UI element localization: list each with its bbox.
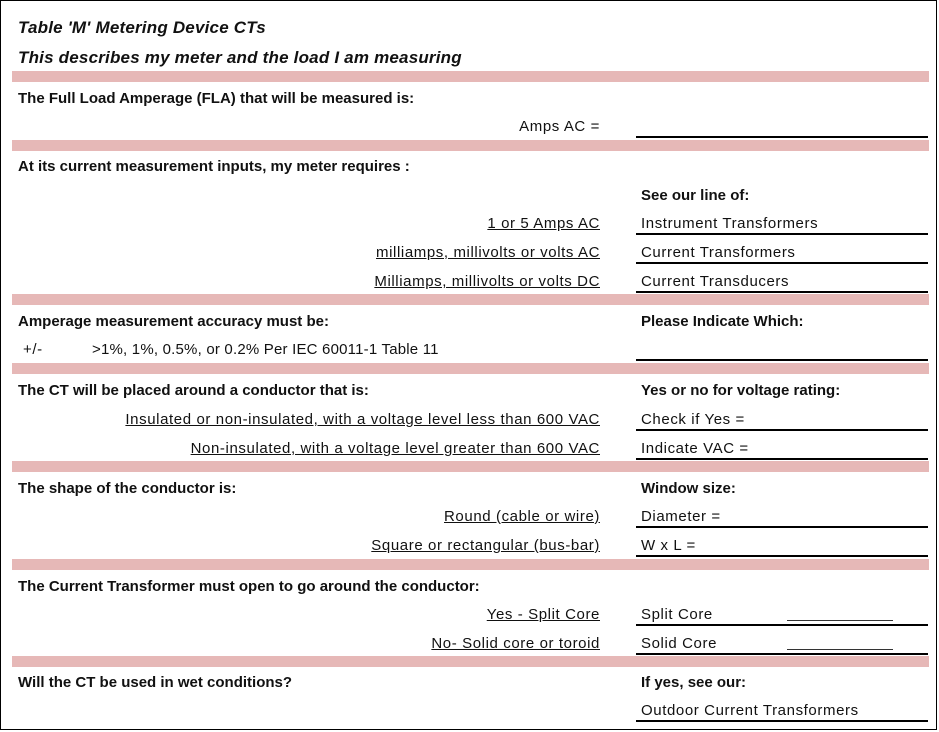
section-separator	[12, 363, 929, 374]
w-x-l-field[interactable]	[636, 555, 928, 557]
diameter-field[interactable]	[636, 526, 928, 528]
split-core-blank[interactable]	[787, 620, 893, 621]
option-solid-core[interactable]: No- Solid core or toroid	[431, 635, 600, 652]
accuracy-answer-field[interactable]	[636, 359, 928, 361]
check-if-yes-label: Check if Yes =	[641, 411, 745, 428]
option-split-core[interactable]: Yes - Split Core	[486, 606, 600, 623]
amps-ac-field[interactable]	[636, 136, 928, 138]
split-core-label: Split Core	[641, 606, 713, 623]
document-subtitle: This describes my meter and the load I am measuring	[18, 48, 462, 67]
solid-core-label: Solid Core	[641, 635, 718, 652]
option-square-rectangular[interactable]: Square or rectangular (bus-bar)	[371, 537, 600, 554]
solid-core-blank[interactable]	[787, 649, 893, 650]
option-1-or-5-amps-ac[interactable]: 1 or 5 Amps AC	[487, 215, 600, 232]
core-type-question: The Current Transformer must open to go around the conductor:	[18, 578, 480, 595]
meter-requires-question: At its current measurement inputs, my meter requires :	[18, 158, 410, 175]
option-non-insulated-over-600[interactable]: Non-insulated, with a voltage level greater than 600 VAC	[190, 440, 600, 457]
answer-line	[636, 653, 928, 655]
section-separator	[12, 461, 929, 472]
wet-conditions-question: Will the CT be used in wet conditions?	[18, 674, 293, 691]
answer-line	[636, 624, 928, 626]
indicate-vac-label: Indicate VAC =	[641, 440, 749, 457]
answer-line	[636, 291, 928, 293]
product-current-transducers[interactable]: Current Transducers	[641, 273, 790, 290]
option-round[interactable]: Round (cable or wire)	[444, 508, 600, 525]
answer-line	[636, 720, 928, 722]
fla-question: The Full Load Amperage (FLA) that will be measured is:	[18, 90, 415, 107]
product-instrument-transformers[interactable]: Instrument Transformers	[641, 215, 819, 232]
plus-minus-label: +/-	[23, 341, 43, 358]
shape-question: The shape of the conductor is:	[18, 480, 237, 497]
check-if-yes-field[interactable]	[636, 429, 928, 431]
option-milliamps-ac[interactable]: milliamps, millivolts or volts AC	[376, 244, 600, 261]
option-insulated-under-600[interactable]: Insulated or non-insulated, with a voltage level less than 600 VAC	[125, 411, 600, 428]
window-size-label: Window size:	[641, 480, 736, 497]
answer-line	[636, 233, 928, 235]
w-x-l-label: W x L =	[641, 537, 696, 554]
section-separator	[12, 294, 929, 305]
see-our-line-label: See our line of:	[641, 187, 750, 204]
diameter-label: Diameter =	[641, 508, 721, 525]
section-separator	[12, 656, 929, 667]
section-separator	[12, 140, 929, 151]
amps-ac-label: Amps AC =	[519, 118, 600, 135]
voltage-rating-label: Yes or no for voltage rating:	[641, 382, 841, 399]
accuracy-question: Amperage measurement accuracy must be:	[18, 313, 329, 330]
please-indicate-label: Please Indicate Which:	[641, 313, 804, 330]
document-title: Table 'M' Metering Device CTs	[18, 18, 266, 37]
answer-line	[636, 262, 928, 264]
conductor-question: The CT will be placed around a conductor that is:	[18, 382, 369, 399]
accuracy-options: >1%, 1%, 0.5%, or 0.2% Per IEC 60011-1 Table 11	[92, 341, 439, 358]
section-separator	[12, 71, 929, 82]
indicate-vac-field[interactable]	[636, 458, 928, 460]
section-separator	[12, 559, 929, 570]
product-outdoor-current-transformers[interactable]: Outdoor Current Transformers	[641, 702, 859, 719]
if-yes-see-our-label: If yes, see our:	[641, 674, 747, 691]
option-milliamps-dc[interactable]: Milliamps, millivolts or volts DC	[374, 273, 600, 290]
product-current-transformers[interactable]: Current Transformers	[641, 244, 796, 261]
